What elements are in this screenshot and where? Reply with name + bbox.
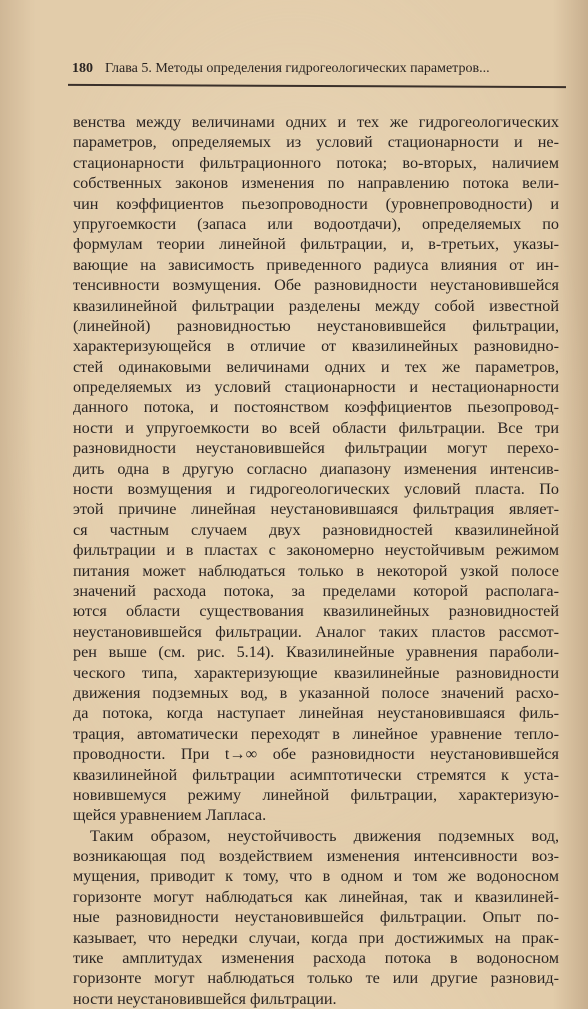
text-line: собственных законов изменения по направлению потока вели- [73, 174, 559, 193]
text-line: данного потока, и постоянством коэффициентов пьезопровод- [73, 398, 559, 417]
text-line: новившемуся режиму линейной фильтрации, характеризую- [73, 785, 559, 804]
text-line: ности и упругоемкости во всей области фильтрации. Все три [73, 418, 559, 437]
paragraph [73, 826, 559, 1009]
text-line: движения подземных вод, в указанной полосе значений расхо- [73, 683, 559, 702]
paragraph-container [73, 112, 559, 1009]
text-line: характеризующейся в отличие от квазилинейных разновидно- [73, 337, 559, 356]
paragraph [73, 112, 559, 826]
text-line: тике амплитудах изменения расхода потока в водоносном [73, 949, 559, 968]
text-line: дить одна в другую согласно диапазону изменения интенсив- [73, 459, 559, 478]
text-line: этой причине линейная неустановившаяся фильтрация являет- [73, 500, 559, 519]
text-line: упругоемкости (запаса или водоотдачи), определяемых по [73, 214, 559, 233]
text-line: ности неустановившейся фильтрации. [73, 989, 337, 1008]
text-line: проводности. При t→∞ обе разновидности неустановившейся [73, 745, 559, 764]
text-line: стей одинаковыми величинами одних и тех же параметров, [73, 357, 559, 376]
body-text [73, 112, 559, 1009]
text-line: питания может наблюдаться только в некоторой узкой полосе [73, 561, 559, 580]
text-line: ные разновидности неустановившейся фильтрации. Опыт по- [73, 908, 559, 927]
header-rule [68, 84, 566, 88]
chapter-title: Глава 5. Методы определения гидрогеологических параметров... [105, 61, 490, 76]
running-head [72, 61, 572, 83]
text-line: стационарности фильтрационного потока; во-вторых, наличием [73, 153, 559, 172]
text-line: квазилинейной фильтрации асимптотически стремятся к уста- [73, 765, 559, 784]
text-line: разновидности неустановившейся фильтрации могут перехо- [73, 439, 559, 458]
text-line: ности возмущения и гидрогеологических условий пласта. По [73, 480, 559, 499]
text-line: чин коэффициентов пьезопроводности (уровнепроводности) и [73, 194, 559, 213]
text-line: казывает, что нередки случаи, когда при достижимых на прак- [73, 928, 559, 947]
text-line: горизонте могут наблюдаться как линейная, так и квазилиней- [73, 887, 559, 906]
text-line: ся частным случаем двух разновидностей квазилинейной [73, 520, 559, 539]
page-number: 180 [72, 61, 93, 76]
text-line: (линейной) разновидностью неустановившейся фильтрации, [73, 316, 559, 335]
text-line: определяемых из условий стационарности и нестационарности [73, 378, 559, 397]
text-line: формулам теории линейной фильтрации, и, в-третьих, указы- [73, 235, 559, 254]
text-line: венства между величинами одних и тех же гидрогеологических [73, 113, 559, 131]
text-line: вающие на зависимость приведенного радиуса влияния от ин- [73, 255, 559, 274]
text-line: трация, автоматически переходят в линейное уравнение тепло- [73, 724, 559, 743]
text-line: рен выше (см. рис. 5.14). Квазилинейные уравнения парабoли- [73, 643, 559, 662]
text-line: фильтрации и в пластах с закономерно неустойчивым режимом [73, 541, 559, 560]
text-line: мущения, приводит к тому, что в одном и том же водоносном [73, 867, 559, 886]
text-line: ются области существования квазилинейных разновидностей [73, 602, 559, 621]
text-line: возникающая под воздействием изменения интенсивности воз- [73, 847, 559, 866]
text-line: квазилинейной фильтрации разделены между собой известной [73, 296, 559, 315]
text-line: ческого типа, характеризующие квазилинейные разновидности [73, 663, 559, 682]
text-line: тенсивности возмущения. Обе разновидности неустановившейся [73, 276, 559, 295]
text-line: горизонте могут наблюдаться только те или другие разновид- [73, 969, 559, 988]
text-line: неустановившейся фильтрации. Аналог таких пластов рассмот- [73, 622, 559, 641]
text-line: щейся уравнением Лапласа. [73, 806, 267, 825]
text-line: Таким образом, неустойчивость движения подземных вод, [90, 826, 559, 845]
text-line: значений расхода потока, за пределами которой располага- [73, 581, 559, 600]
text-line: параметров, определяемых из условий стационарности и не- [73, 133, 559, 152]
text-line: да потока, когда наступает линейная неустановившаяся филь- [73, 704, 559, 723]
